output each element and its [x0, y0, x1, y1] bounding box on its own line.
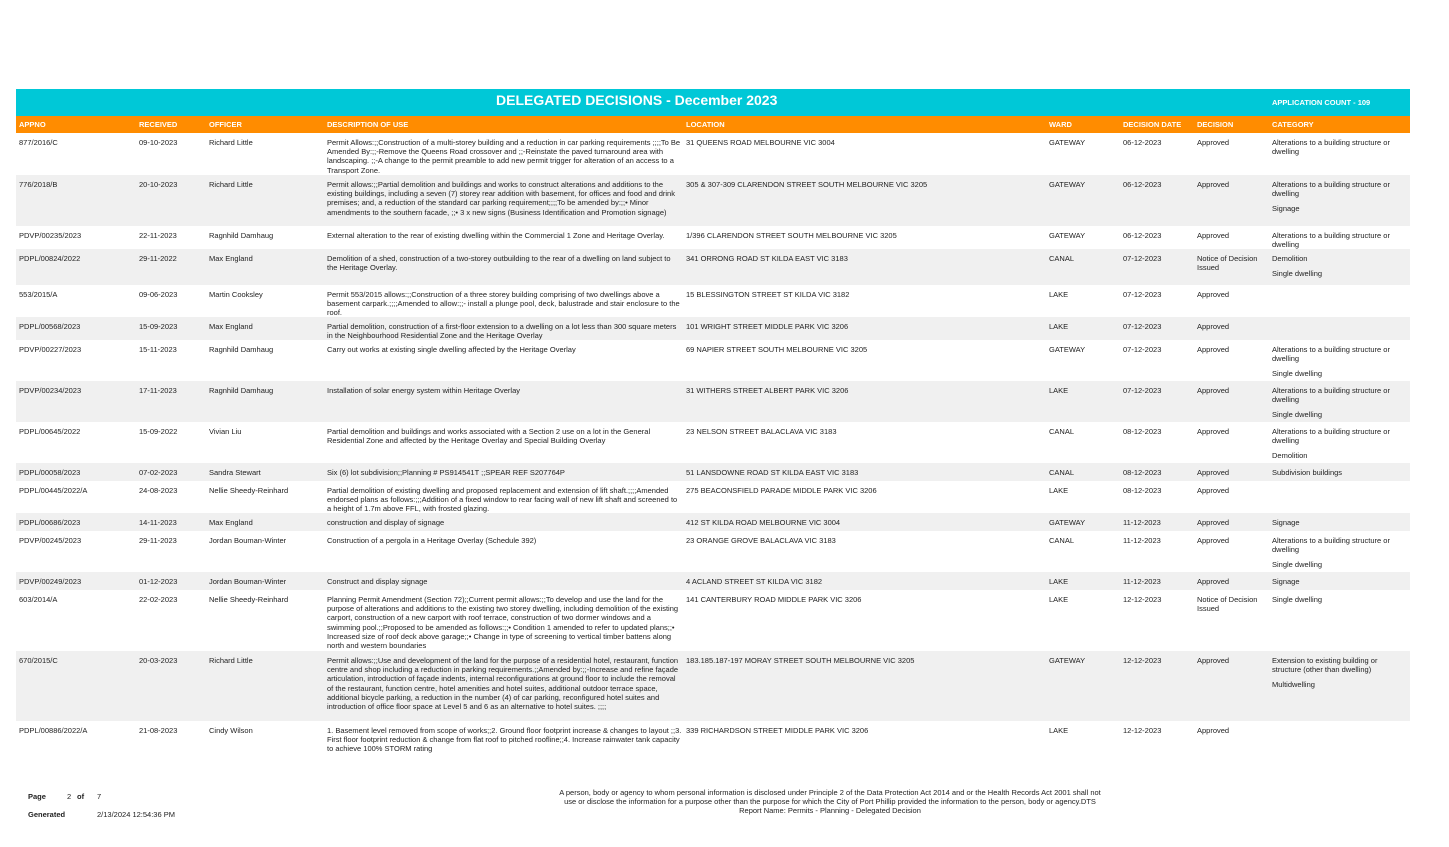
- header-received: RECEIVED: [139, 120, 178, 129]
- cell-location: 15 BLESSINGTON STREET ST KILDA VIC 3182: [686, 290, 850, 299]
- report-title-bar: [16, 89, 1410, 116]
- cell-appno: PDPL/00886/2022/A: [19, 726, 88, 735]
- table-row: [16, 590, 1410, 651]
- cell-ward: GATEWAY: [1049, 518, 1086, 527]
- table-row: [16, 531, 1410, 572]
- header-decision: DECISION: [1197, 120, 1234, 129]
- report-table: [16, 89, 1410, 754]
- cell-received: 07-02-2023: [139, 468, 178, 477]
- table-row: [16, 481, 1410, 513]
- cell-description: Partial demolition, construction of a first-floor extension to a dwelling on a lot less than 300 square meters in the Neighbourhood Residential Zone and the Heritage Overlay: [327, 322, 677, 341]
- column-header-row: [16, 116, 1410, 133]
- cell-ward: LAKE: [1049, 290, 1069, 299]
- cell-ward: GATEWAY: [1049, 345, 1086, 354]
- cell-category: [1272, 656, 1408, 690]
- cell-decision-date: 12-12-2023: [1123, 656, 1162, 665]
- category-item: Single dwelling: [1272, 369, 1323, 379]
- cell-received: 29-11-2023: [139, 536, 177, 545]
- table-row: [16, 513, 1410, 531]
- cell-ward: CANAL: [1049, 536, 1075, 545]
- table-row: [16, 317, 1410, 340]
- cell-ward: LAKE: [1049, 726, 1069, 735]
- cell-officer: Vivian Liu: [209, 427, 242, 436]
- cell-ward: CANAL: [1049, 427, 1075, 436]
- category-item: Alterations to a building structure or dwelling: [1272, 345, 1390, 364]
- table-row: [16, 572, 1410, 590]
- cell-ward: LAKE: [1049, 595, 1069, 604]
- cell-decision: Notice of Decision Issued: [1197, 595, 1258, 614]
- cell-location: 23 ORANGE GROVE BALACLAVA VIC 3183: [686, 536, 836, 545]
- header-officer: OFFICER: [209, 120, 242, 129]
- cell-decision-date: 06-12-2023: [1123, 138, 1162, 147]
- cell-location: 23 NELSON STREET BALACLAVA VIC 3183: [686, 427, 837, 436]
- category-item: Signage: [1272, 518, 1300, 527]
- cell-category: [1272, 386, 1408, 420]
- cell-description: Permit Allows:;;Construction of a multi-storey building and a reduction in car parking requirements ;;;;To Be Amended By:;;-Remove the Queens Road crossover and ;;-Reinstate the paved turnaround area with landscaping. ;;-A change to the permit preamble to add new permit trigger for alteration of an access to a Transport Zone.: [327, 138, 681, 175]
- category-item: Alterations to a building structure or dwelling: [1272, 138, 1390, 157]
- cell-description: 1. Basement level removed from scope of works;;2. Ground floor footprint increase & changes to layout ;;3. First floor footprint reduction & change from flat roof to pitched roofline;;4. Increase rainwater tank capacity to achieve 100% STORM rating: [327, 726, 682, 754]
- cell-decision-date: 11-12-2023: [1123, 577, 1161, 586]
- cell-appno: PDVP/00235/2023: [19, 231, 82, 240]
- generated-label: Generated: [28, 810, 66, 819]
- cell-officer: Richard Little: [209, 138, 253, 147]
- cell-appno: PDPL/00645/2022: [19, 427, 81, 436]
- cell-category: [1272, 536, 1408, 570]
- cell-officer: Max England: [209, 322, 253, 331]
- category-item: Single dwelling: [1272, 410, 1323, 420]
- cell-ward: GATEWAY: [1049, 231, 1086, 240]
- category-item: Signage: [1272, 204, 1300, 214]
- cell-decision-date: 12-12-2023: [1123, 726, 1162, 735]
- cell-decision-date: 07-12-2023: [1123, 345, 1162, 354]
- cell-category: [1272, 180, 1408, 214]
- table-body: [16, 133, 1410, 754]
- cell-location: 141 CANTERBURY ROAD MIDDLE PARK VIC 3206: [686, 595, 862, 604]
- cell-received: 22-02-2023: [139, 595, 178, 604]
- cell-description: construction and display of signage: [327, 518, 445, 527]
- application-count: APPLICATION COUNT - 109: [1272, 98, 1371, 107]
- cell-received: 15-09-2023: [139, 322, 178, 331]
- cell-officer: Max England: [209, 518, 253, 527]
- cell-appno: PDVP/00227/2023: [19, 345, 82, 354]
- cell-received: 29-11-2022: [139, 254, 177, 263]
- header-decision-date: DECISION DATE: [1123, 120, 1182, 129]
- category-item: Alterations to a building structure or dwelling: [1272, 536, 1390, 555]
- cell-description: Carry out works at existing single dwelling affected by the Heritage Overlay: [327, 345, 576, 354]
- table-row: [16, 133, 1410, 175]
- cell-description: Construction of a pergola in a Heritage Overlay (Schedule 392): [327, 536, 537, 545]
- cell-category: [1272, 595, 1408, 604]
- table-row: [16, 651, 1410, 721]
- category-item: Alterations to a building structure or dwelling: [1272, 231, 1390, 250]
- cell-officer: Ragnhild Damhaug: [209, 345, 274, 354]
- table-row: [16, 285, 1410, 317]
- cell-decision: Approved: [1197, 536, 1230, 545]
- cell-decision-date: 11-12-2023: [1123, 536, 1161, 545]
- page-label: Page: [28, 792, 46, 801]
- cell-decision: Approved: [1197, 486, 1230, 495]
- cell-appno: PDPL/00568/2023: [19, 322, 81, 331]
- cell-appno: PDPL/00686/2023: [19, 518, 81, 527]
- cell-decision: Approved: [1197, 231, 1230, 240]
- cell-officer: Ragnhild Damhaug: [209, 386, 274, 395]
- cell-appno: PDVP/00234/2023: [19, 386, 82, 395]
- cell-decision-date: 06-12-2023: [1123, 180, 1162, 189]
- cell-decision: Approved: [1197, 726, 1230, 735]
- cell-decision-date: 07-12-2023: [1123, 290, 1162, 299]
- cell-decision: Approved: [1197, 427, 1230, 436]
- cell-decision-date: 08-12-2023: [1123, 468, 1162, 477]
- cell-category: [1272, 518, 1408, 527]
- report-title: DELEGATED DECISIONS - December 2023: [496, 92, 778, 108]
- cell-decision: Approved: [1197, 290, 1230, 299]
- report-name: Report Name: Permits - Planning - Delegated Decision: [739, 806, 921, 815]
- cell-decision-date: 08-12-2023: [1123, 427, 1162, 436]
- cell-ward: CANAL: [1049, 468, 1075, 477]
- cell-officer: Richard Little: [209, 656, 253, 665]
- header-description: DESCRIPTION OF USE: [327, 120, 409, 129]
- cell-decision-date: 08-12-2023: [1123, 486, 1162, 495]
- cell-received: 21-08-2023: [139, 726, 178, 735]
- category-item: Subdivision buildings: [1272, 468, 1343, 477]
- table-row: [16, 226, 1410, 249]
- cell-location: 412 ST KILDA ROAD MELBOURNE VIC 3004: [686, 518, 841, 527]
- category-item: Signage: [1272, 577, 1300, 586]
- cell-officer: Sandra Stewart: [209, 468, 261, 477]
- cell-location: 305 & 307-309 CLARENDON STREET SOUTH MELBOURNE VIC 3205: [686, 180, 928, 189]
- category-item: Multidwelling: [1272, 680, 1315, 690]
- cell-category: [1272, 138, 1408, 156]
- cell-location: 101 WRIGHT STREET MIDDLE PARK VIC 3206: [686, 322, 849, 331]
- cell-decision: Approved: [1197, 577, 1230, 586]
- cell-decision: Approved: [1197, 180, 1230, 189]
- generated-timestamp: 2/13/2024 12:54:36 PM: [97, 810, 175, 819]
- cell-description: External alteration to the rear of existing dwelling within the Commercial 1 Zone and Heritage Overlay.: [327, 231, 665, 240]
- cell-category: [1272, 254, 1408, 278]
- cell-decision: Approved: [1197, 345, 1230, 354]
- cell-received: 15-11-2023: [139, 345, 177, 354]
- cell-appno: PDPL/00445/2022/A: [19, 486, 88, 495]
- cell-received: 22-11-2023: [139, 231, 177, 240]
- cell-decision-date: 11-12-2023: [1123, 518, 1161, 527]
- cell-decision: Approved: [1197, 468, 1230, 477]
- cell-received: 14-11-2023: [139, 518, 177, 527]
- cell-officer: Martin Cooksley: [209, 290, 263, 299]
- cell-location: 31 WITHERS STREET ALBERT PARK VIC 3206: [686, 386, 849, 395]
- cell-decision: Approved: [1197, 656, 1230, 665]
- cell-description: Demolition of a shed, construction of a two-storey outbuilding to the rear of a dwelling on land subject to the Heritage Overlay.: [327, 254, 671, 273]
- table-row: [16, 463, 1410, 481]
- cell-appno: PDPL/00824/2022: [19, 254, 81, 263]
- notice-line-1: A person, body or agency to whom personal information is disclosed under Principle 2 of the Data Protection Act 2014 and or the Health Records Act 2001 shall not: [559, 788, 1101, 797]
- category-item: Single dwelling: [1272, 595, 1323, 604]
- cell-received: 09-10-2023: [139, 138, 178, 147]
- table-row: [16, 422, 1410, 463]
- cell-category: [1272, 577, 1408, 586]
- cell-ward: LAKE: [1049, 577, 1069, 586]
- cell-description: Permit 553/2015 allows:;;Construction of a three storey building comprising of two dwellings above a basement carpark.;;;;Amended to allow:;;- install a plunge pool, deck, balustrade and stair enclosure to the roof.: [327, 290, 680, 318]
- cell-officer: Max England: [209, 254, 253, 263]
- category-item: Alterations to a building structure or dwelling: [1272, 386, 1390, 405]
- cell-location: 183.185.187-197 MORAY STREET SOUTH MELBOURNE VIC 3205: [686, 656, 915, 665]
- cell-location: 339 RICHARDSON STREET MIDDLE PARK VIC 3206: [686, 726, 869, 735]
- cell-received: 09-06-2023: [139, 290, 178, 299]
- cell-description: Six (6) lot subdivision;;Planning # PS914541T ;;SPEAR REF S207764P: [327, 468, 565, 477]
- category-item: Demolition: [1272, 254, 1308, 263]
- cell-description: Partial demolition and buildings and works associated with a Section 2 use on a lot in the General Residential Zone and affected by the Heritage Overlay and Special Building Overlay: [327, 427, 651, 446]
- cell-received: 20-03-2023: [139, 656, 178, 665]
- cell-ward: LAKE: [1049, 322, 1069, 331]
- cell-ward: CANAL: [1049, 254, 1075, 263]
- cell-location: 51 LANSDOWNE ROAD ST KILDA EAST VIC 3183: [686, 468, 859, 477]
- header-ward: WARD: [1049, 120, 1072, 129]
- cell-decision: Notice of Decision Issued: [1197, 254, 1258, 273]
- table-row: [16, 381, 1410, 422]
- cell-ward: LAKE: [1049, 486, 1069, 495]
- cell-officer: Jordan Bouman-Winter: [209, 536, 287, 545]
- cell-category: [1272, 427, 1408, 461]
- cell-description: Installation of solar energy system within Heritage Overlay: [327, 386, 521, 395]
- cell-received: 17-11-2023: [139, 386, 177, 395]
- cell-appno: PDPL/00058/2023: [19, 468, 81, 477]
- cell-decision-date: 12-12-2023: [1123, 595, 1162, 604]
- cell-officer: Cindy Wilson: [209, 726, 253, 735]
- category-item: Single dwelling: [1272, 269, 1323, 279]
- header-appno: APPNO: [19, 120, 46, 129]
- cell-officer: Ragnhild Damhaug: [209, 231, 274, 240]
- cell-received: 24-08-2023: [139, 486, 178, 495]
- cell-decision: Approved: [1197, 322, 1230, 331]
- cell-decision: Approved: [1197, 518, 1230, 527]
- cell-location: 341 ORRONG ROAD ST KILDA EAST VIC 3183: [686, 254, 848, 263]
- cell-received: 01-12-2023: [139, 577, 178, 586]
- cell-ward: GATEWAY: [1049, 656, 1086, 665]
- page-of-label: of: [77, 792, 85, 801]
- table-row: [16, 249, 1410, 285]
- cell-officer: Nellie Sheedy-Reinhard: [209, 486, 289, 495]
- cell-location: 275 BEACONSFIELD PARADE MIDDLE PARK VIC 3206: [686, 486, 877, 495]
- header-category: CATEGORY: [1272, 120, 1314, 129]
- cell-ward: LAKE: [1049, 386, 1069, 395]
- cell-description: Permit allows:;;Use and development of the land for the purpose of a residential hotel, restaurant, function centre and shop including a reduction in parking requirements.;;Amended by:;;-Increase and refine façade articulation, introduction of façade indents, internal reconfigurations at ground floor to include the removal of the restaurant, function centre, hotel amenities and hotel suites, additional outdoor terrace space, additional bicycle parking, a reduction in the number (4) of car parking, reconfigured hotel suites and introduction of office floor space at Level 5 and 6 as an alternative to hotel suites. ;;;;: [327, 656, 679, 712]
- notice-line-2: use or disclose the information for a purpose other than the purpose for which the City of Port Phillip provided the information to the person, body or agency.DTS: [564, 797, 1096, 806]
- cell-description: Planning Permit Amendment (Section 72);;Current permit allows:;;To develop and use the land for the purpose of alterations and additions to the existing two storey dwelling, including demolition of the existing carport, construction of a new carport with roof terrace, construction of two dormer windows and a swimming pool.;;Proposed to be amended as follows:;;• Condition 1 amended to refer to updated plans;;• Increased size of roof deck above garage;;• Change in type of screening to vertical timber battens along north and western boundaries: [327, 595, 679, 651]
- page-number: 2: [67, 792, 72, 801]
- privacy-notice: [520, 788, 1140, 815]
- cell-description: Partial demolition of existing dwelling and proposed replacement and extension of lift shaft.;;;;Amended endorsed plans as follows:;;;Addition of a fixed window to rear facing wall of new lift shaft and screened to a height of 1.7m above FFL, with frosted glazing.: [327, 486, 678, 514]
- cell-location: 31 QUEENS ROAD MELBOURNE VIC 3004: [686, 138, 835, 147]
- category-item: Demolition: [1272, 451, 1308, 461]
- cell-appno: 670/2015/C: [19, 656, 58, 665]
- cell-appno: 877/2016/C: [19, 138, 58, 147]
- cell-received: 20-10-2023: [139, 180, 178, 189]
- cell-officer: Nellie Sheedy-Reinhard: [209, 595, 289, 604]
- category-item: Alterations to a building structure or dwelling: [1272, 427, 1390, 446]
- cell-decision: Approved: [1197, 386, 1230, 395]
- cell-decision-date: 07-12-2023: [1123, 386, 1162, 395]
- cell-appno: PDVP/00249/2023: [19, 577, 82, 586]
- cell-ward: GATEWAY: [1049, 138, 1086, 147]
- cell-ward: GATEWAY: [1049, 180, 1086, 189]
- cell-appno: 776/2018/B: [19, 180, 58, 189]
- cell-decision-date: 06-12-2023: [1123, 231, 1162, 240]
- category-item: Extension to existing building or structure (other than dwelling): [1272, 656, 1378, 675]
- cell-officer: Jordan Bouman-Winter: [209, 577, 287, 586]
- page-total: 7: [97, 792, 102, 801]
- cell-location: 4 ACLAND STREET ST KILDA VIC 3182: [686, 577, 823, 586]
- cell-decision: Approved: [1197, 138, 1230, 147]
- header-location: LOCATION: [686, 120, 725, 129]
- cell-appno: 553/2015/A: [19, 290, 58, 299]
- table-row: [16, 340, 1410, 381]
- cell-description: Construct and display signage: [327, 577, 428, 586]
- cell-category: [1272, 231, 1408, 249]
- cell-officer: Richard Little: [209, 180, 253, 189]
- cell-decision-date: 07-12-2023: [1123, 322, 1162, 331]
- cell-category: [1272, 345, 1408, 379]
- cell-category: [1272, 468, 1408, 477]
- cell-location: 69 NAPIER STREET SOUTH MELBOURNE VIC 3205: [686, 345, 868, 354]
- table-row: [16, 721, 1410, 754]
- table-row: [16, 175, 1410, 226]
- cell-received: 15-09-2022: [139, 427, 178, 436]
- cell-appno: PDVP/00245/2023: [19, 536, 82, 545]
- cell-location: 1/396 CLARENDON STREET SOUTH MELBOURNE VIC 3205: [686, 231, 897, 240]
- cell-decision-date: 07-12-2023: [1123, 254, 1162, 263]
- cell-appno: 603/2014/A: [19, 595, 58, 604]
- category-item: Alterations to a building structure or dwelling: [1272, 180, 1390, 199]
- cell-description: Permit allows:;;Partial demolition and buildings and works to construct alterations and additions to the existing buildings, including a seven (7) storey rear addition with basement, for offices and food and drink premises; and, a reduction of the standard car parking requirement;;;;To be amended by:;;• Minor amendments to the southern facade, ;;• 3 x new signs (Business Identification and Promotion signage): [327, 180, 675, 217]
- category-item: Single dwelling: [1272, 560, 1323, 570]
